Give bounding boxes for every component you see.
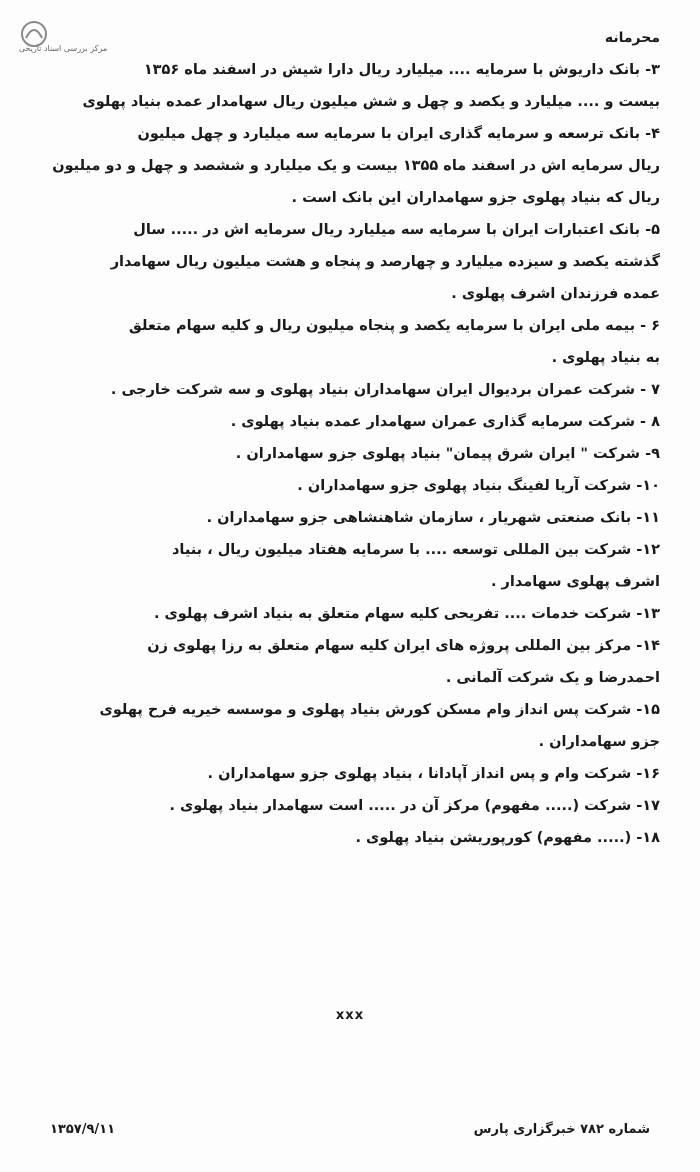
list-item [30,604,660,624]
document-footer [50,1122,650,1137]
text-line: ریال که بنیاد پهلوی جزو سهامداران این بانک است . [291,190,660,206]
news-agency-reference: شماره ۷۸۲ خبرگزاری پارس [473,1122,650,1137]
list-item [30,412,660,432]
text-line: ۸ - شرکت سرمایه گذاری عمران سهامدار عمده بنیاد پهلوی . [230,414,660,430]
text-line: ۳- بانک داریوش با سرمایه .... میلیارد ریال دارا شیش در اسفند ماه ۱۳۵۶ [143,62,660,78]
text-line: اشرف پهلوی سهامدار . [490,574,660,590]
text-line: ۱۵- شرکت پس انداز وام مسکن کورش بنیاد پهلوی و موسسه خیریه فرح پهلوی [99,702,660,718]
text-line: ۷ - شرکت عمران بردیوال ایران سهامداران بنیاد پهلوی و سه شرکت خارجی . [110,382,660,398]
text-line: ۱۳- شرکت خدمات .... تفریحی کلیه سهام متعلق به بنیاد اشرف پهلوی . [153,606,660,622]
text-line: ۱۲- شرکت بین المللی توسعه .... با سرمایه هفتاد میلیون ریال ، بنیاد [171,542,660,558]
logo-caption: مرکز بررسی اسناد تاریخی [18,44,108,53]
text-line: ۶ - بیمه ملی ایران با سرمایه یکصد و پنجاه میلیون ریال و کلیه سهام متعلق [128,318,660,334]
text-line: ۵- بانک اعتبارات ایران با سرمایه سه میلیارد ریال سرمایه اش در ..... سال [133,222,660,238]
text-line: ۴- بانک ترسعه و سرمایه گذاری ایران با سرمایه سه میلیارد و چهل میلیون [137,126,660,142]
text-line: ۱۷- شرکت (..... مفهوم) مرکز آن در ..... است سهامدار بنیاد پهلوی . [169,798,660,814]
text-line: ۱۶- شرکت وام و پس انداز آپادانا ، بنیاد پهلوی جزو سهامداران . [207,766,660,782]
archive-logo-icon [8,18,118,62]
list-item [30,764,660,784]
text-line: ۱۸- (..... مفهوم) کورپوریشن بنیاد پهلوی . [355,830,660,846]
document-body [30,60,660,860]
list-item [30,636,660,688]
text-line: ۹- شرکت " ایران شرق پیمان" بنیاد پهلوی جزو سهامداران . [235,446,660,462]
document-date: ۱۳۵۷/۹/۱۱ [50,1122,116,1137]
list-item [30,700,660,752]
text-line: ۱۱- بانک صنعتی شهریار ، سازمان شاهنشاهی جزو سهامداران . [206,510,660,526]
list-item [30,380,660,400]
list-item [30,476,660,496]
list-item [30,220,660,304]
classification-header: محرمانه [604,30,660,46]
text-line: به بنیاد پهلوی . [551,350,660,366]
list-item [30,444,660,464]
text-line: ۱۴- مرکز بین المللی پروژه های ایران کلیه سهام متعلق به رزا پهلوی زن [147,638,660,654]
list-item [30,828,660,848]
text-line: احمدرضا و یک شرکت آلمانی . [445,670,660,686]
text-line: گذشته یکصد و سیزده میلیارد و چهارصد و پنجاه و هشت میلیون ریال سهامدار [110,254,660,270]
list-item [30,540,660,592]
list-item [30,124,660,208]
list-item [30,316,660,368]
separator-mark: xxx [335,1008,365,1023]
list-item [30,508,660,528]
text-line: بیست و .... میلیارد و یکصد و چهل و شش میلیون ریال سهامدار عمده بنیاد پهلوی [82,94,660,110]
text-line: ۱۰- شرکت آریا لفینگ بنیاد پهلوی جزو سهامداران . [297,478,660,494]
text-line: جزو سهامداران . [538,734,660,750]
text-line: عمده فرزندان اشرف پهلوی . [451,286,660,302]
text-line: ریال سرمایه اش در اسفند ماه ۱۳۵۵ بیست و یک میلیارد و ششصد و چهل و دو میلیون [52,158,660,174]
list-item [30,60,660,112]
list-item [30,796,660,816]
